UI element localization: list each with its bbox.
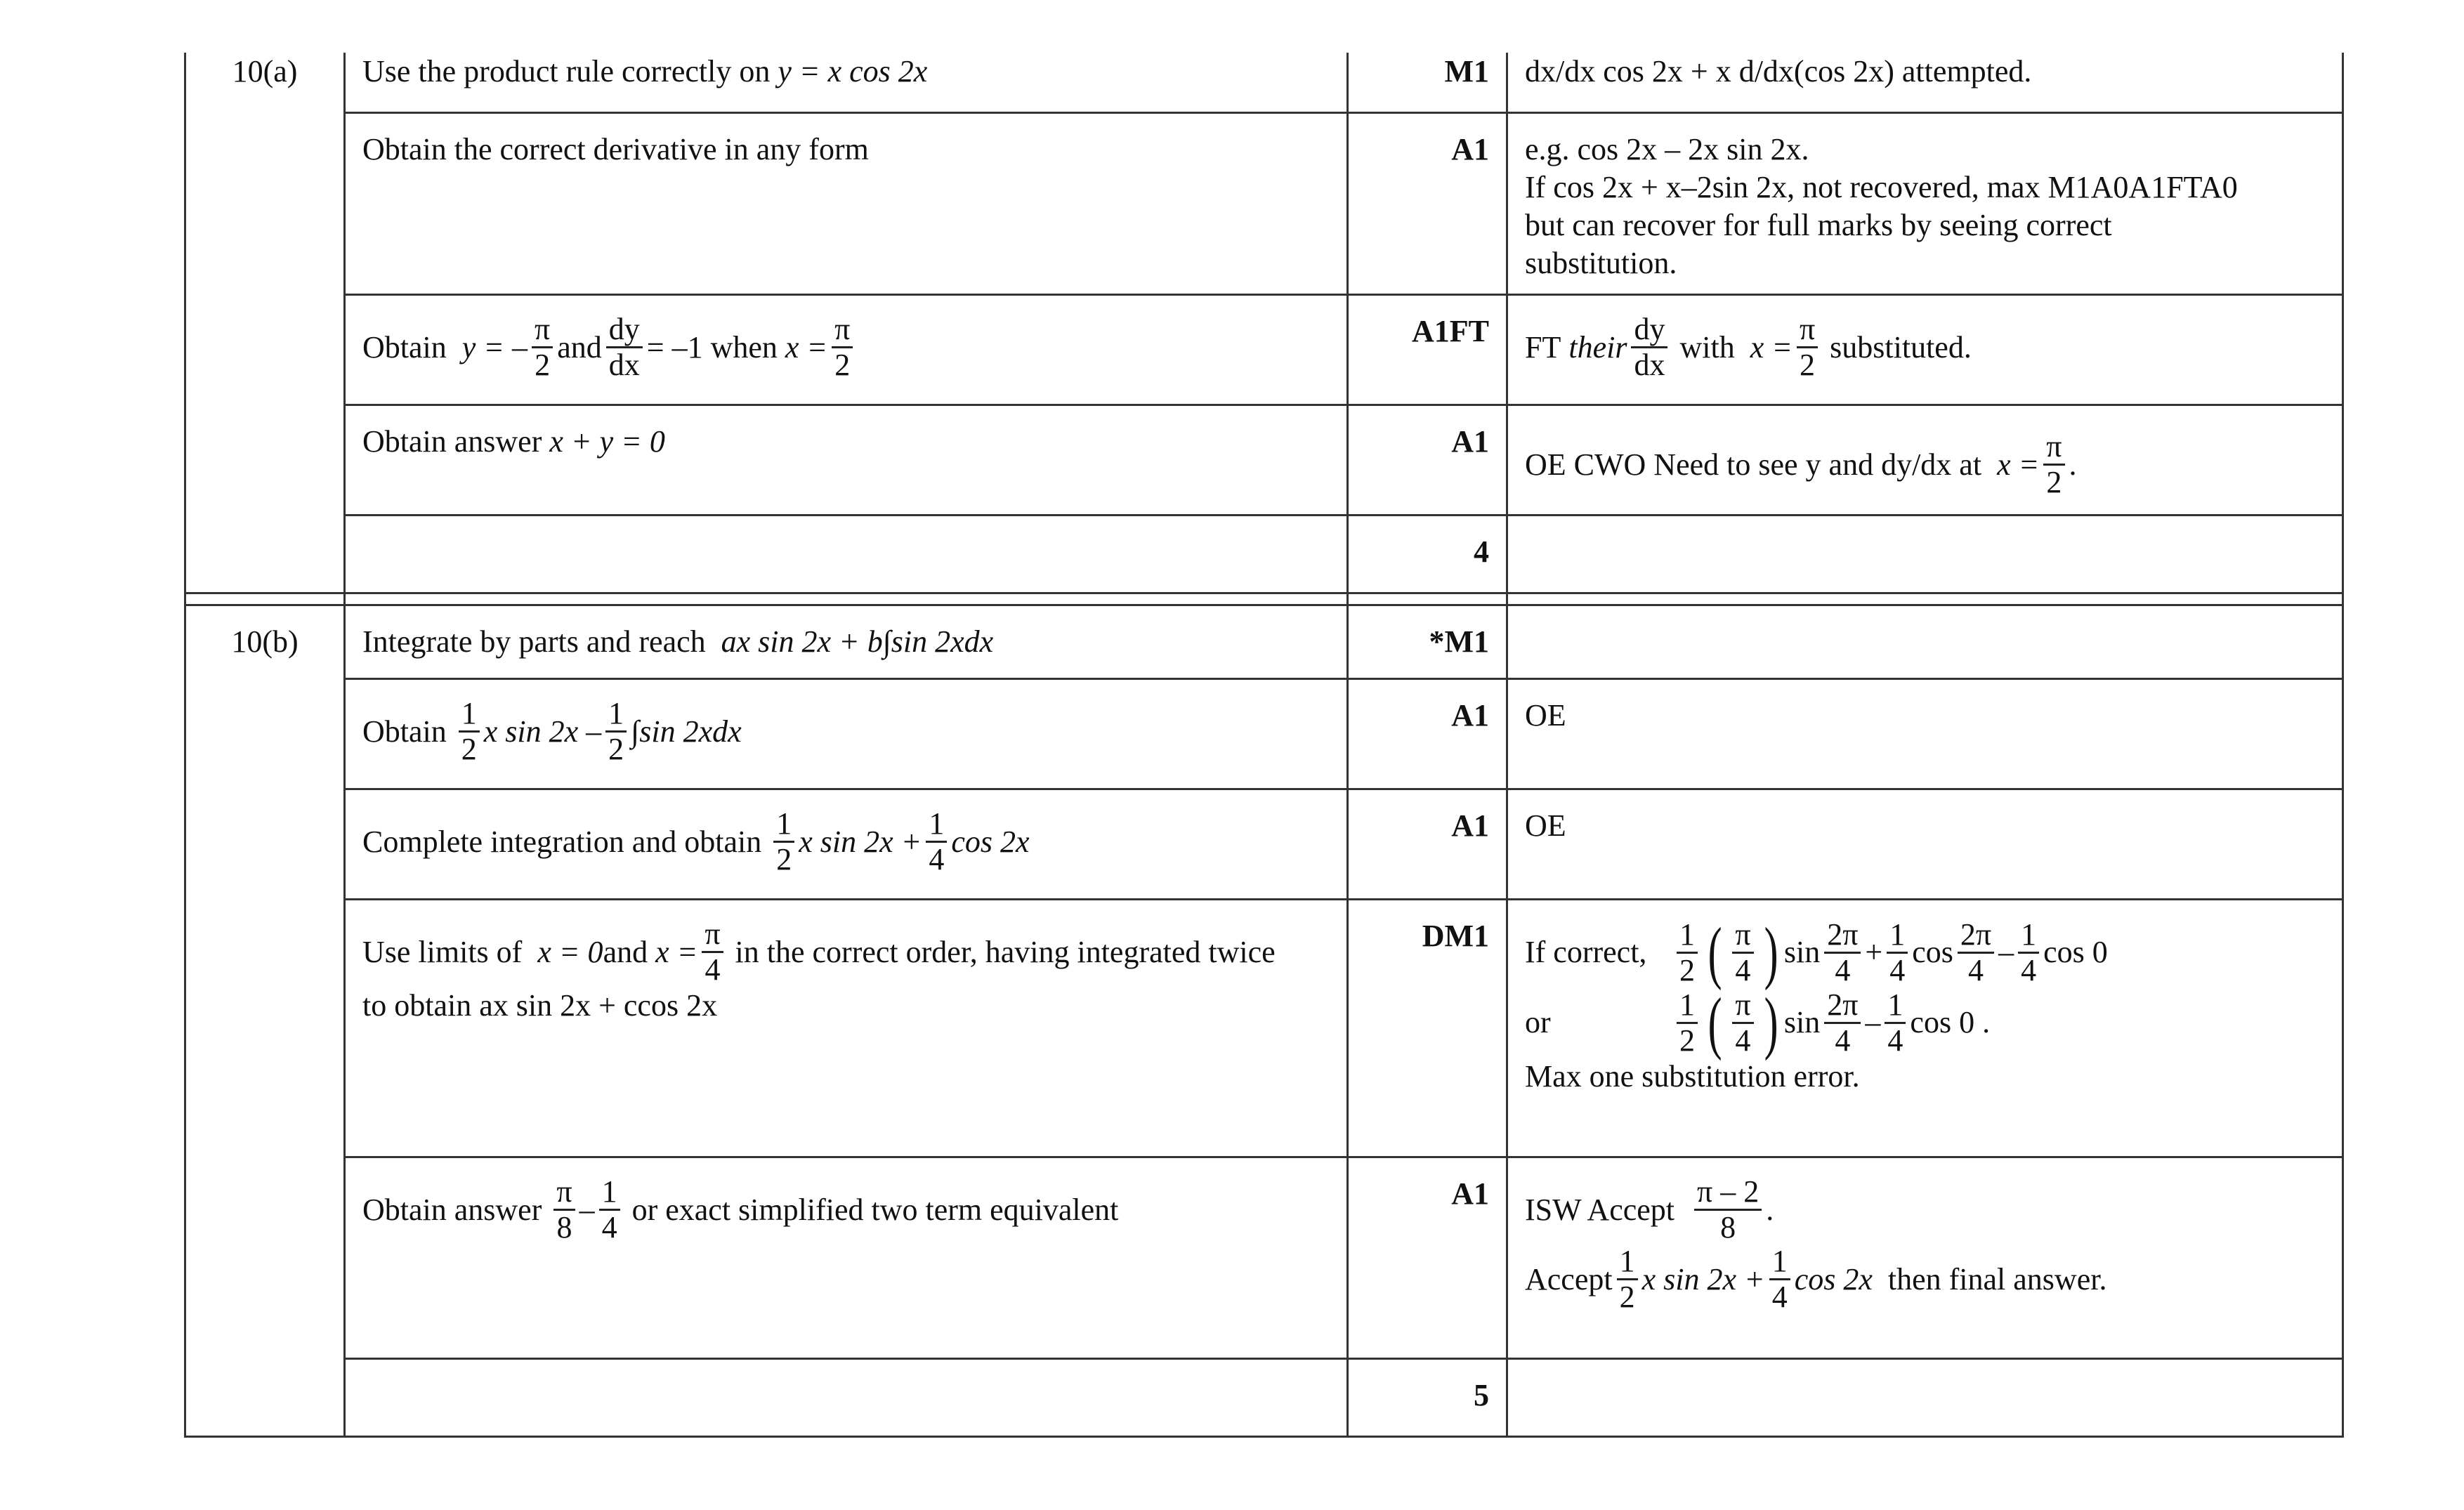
word: and (557, 329, 602, 365)
mark-cell: A1 (1348, 1157, 1507, 1359)
fraction (606, 313, 643, 382)
math-expression: OE CWO Need to see y and dy/dx at x = $\frac{\pi}{2}$ . (1525, 429, 2077, 499)
numerator: 2π (1824, 988, 1861, 1024)
numerator: π – 2 (1694, 1175, 1762, 1211)
denominator: 2 (461, 732, 477, 766)
numerator: π (702, 917, 723, 953)
expr: ∫sin 2xdx (631, 714, 742, 749)
guidance-cell (1507, 605, 2343, 679)
denominator: 4 (1835, 952, 1851, 987)
numerator: 2π (1958, 918, 1994, 954)
table-row (185, 53, 2343, 113)
fraction (1617, 1245, 1638, 1314)
answer-cell (345, 295, 1348, 405)
expr: x = (655, 934, 698, 969)
table-row (185, 405, 2343, 516)
expr: cos 2x (951, 824, 1030, 859)
math-expression (1525, 913, 2325, 991)
numerator: 1 (1887, 918, 1908, 954)
denominator: 2 (1800, 348, 1816, 382)
word: Use limits of (362, 934, 523, 969)
answer-cell (345, 405, 1348, 516)
guidance-cell (1507, 516, 2343, 593)
math-expression (362, 313, 1330, 382)
word: sin (1783, 935, 1821, 969)
answer-cell (345, 605, 1348, 679)
numerator: 2π (1824, 918, 1861, 954)
fraction (1732, 988, 1753, 1058)
guidance-line: If cos 2x + x–2sin 2x, not recovered, max M1A0A1FTA0 (1525, 170, 2238, 204)
mark-scheme-table (184, 53, 2344, 1438)
denominator: 8 (1720, 1210, 1736, 1245)
word: or (1525, 1005, 1551, 1039)
numerator: 1 (1769, 1245, 1790, 1280)
guidance-cell (1507, 1359, 2343, 1437)
fraction (1677, 988, 1698, 1058)
answer-text: Use the product rule correctly on (362, 54, 778, 88)
word: Obtain answer (362, 1192, 542, 1227)
word: FT (1525, 329, 1561, 365)
answer-cell (345, 1359, 1348, 1437)
denominator: 4 (1889, 952, 1906, 987)
answer-text: Obtain answer (362, 424, 550, 459)
mark-cell: A1 (1348, 113, 1507, 295)
word: Complete integration and obtain (362, 824, 762, 859)
guidance-cell (1507, 1157, 2343, 1359)
numerator: 1 (1677, 988, 1698, 1024)
word: – (1998, 935, 2014, 969)
math-expression (362, 1175, 1330, 1245)
expr: x sin 2x + (1641, 1261, 1765, 1296)
table-row (185, 900, 2343, 1157)
word: Obtain (362, 329, 447, 365)
guidance-text: Max one substitution error. (1525, 1059, 1860, 1094)
total-marks: 5 (1348, 1359, 1507, 1437)
table-row (185, 113, 2343, 295)
fraction (1885, 988, 1906, 1058)
denominator: 2 (834, 348, 851, 382)
section-divider (185, 593, 2343, 605)
paren: ( (1708, 913, 1722, 991)
numerator: 1 (605, 697, 627, 733)
denominator: 4 (1735, 952, 1751, 987)
fraction (553, 1175, 575, 1245)
fraction (1797, 313, 1818, 382)
total-row (185, 516, 2343, 593)
expr: cos 2x (1794, 1261, 1873, 1296)
answer-expression: x + y = 0 (549, 424, 665, 459)
word: – (579, 1192, 595, 1227)
fraction (1694, 1175, 1762, 1245)
math-expression (1525, 1175, 2325, 1245)
fraction (926, 807, 947, 877)
denominator: 2 (776, 842, 792, 877)
expr: x = (785, 329, 828, 365)
word: cos (1912, 935, 1953, 969)
table-row (185, 295, 2343, 405)
fraction (1732, 918, 1753, 987)
math-expression (1525, 1245, 2325, 1314)
denominator: 2 (1619, 1280, 1635, 1314)
answer-cell: Obtain the correct derivative in any form (345, 113, 1348, 295)
denominator: 4 (1771, 1280, 1788, 1314)
table-row (185, 679, 2343, 789)
fraction (1824, 988, 1861, 1058)
numerator: π (553, 1175, 575, 1211)
denominator: 4 (1968, 952, 1984, 987)
fraction (773, 807, 794, 877)
word: ISW Accept (1525, 1192, 1675, 1227)
word: substituted. (1830, 329, 1972, 365)
fraction (702, 917, 723, 987)
denominator: 4 (929, 842, 945, 877)
fraction (1631, 313, 1667, 382)
numerator: π (1732, 918, 1753, 954)
word: sin (1783, 1005, 1821, 1039)
numerator: π (532, 313, 553, 348)
guidance-text: OE CWO Need to see y and dy/dx at (1525, 447, 1982, 482)
word: + (1865, 935, 1883, 969)
word: Accept (1525, 1261, 1613, 1296)
math-expression (362, 917, 1330, 987)
fraction (1769, 1245, 1790, 1314)
math-expression (1525, 313, 2325, 382)
numerator: 1 (773, 807, 794, 843)
fraction (1677, 918, 1698, 987)
expr: x = (1997, 447, 2040, 482)
guidance-line: e.g. cos 2x – 2x sin 2x. (1525, 132, 1809, 166)
denominator: 4 (2021, 952, 2037, 987)
denominator: dx (608, 348, 640, 382)
question-number-cell (185, 53, 345, 593)
answer-cell (345, 900, 1348, 1157)
numerator: 1 (926, 807, 947, 843)
guidance-cell: OE (1507, 679, 2343, 789)
denominator: dx (1634, 348, 1665, 382)
word: . (1766, 1192, 1774, 1227)
word: If correct, (1525, 935, 1647, 969)
numerator: 1 (2018, 918, 2039, 954)
numerator: π (1797, 313, 1818, 348)
expr: x sin 2x – (483, 714, 602, 749)
math-expression (1525, 983, 2325, 1061)
table-row (185, 605, 2343, 679)
answer-expression: y = x cos 2x (778, 54, 928, 88)
fraction (459, 697, 480, 766)
numerator: dy (606, 313, 643, 348)
numerator: 1 (1885, 988, 1906, 1024)
denominator: 4 (1735, 1023, 1751, 1058)
expr: x = (1750, 329, 1793, 365)
denominator: 2 (1679, 1023, 1695, 1058)
guidance-cell: dx/dx cos 2x + x d/dx(cos 2x) attempted. (1507, 53, 2343, 113)
denominator: 2 (535, 348, 551, 382)
answer-cell (345, 1157, 1348, 1359)
fraction (2018, 918, 2039, 987)
word: in the correct order, having integrated twice (735, 934, 1276, 969)
answer-cell (345, 516, 1348, 593)
fraction (599, 1175, 620, 1245)
mark-cell: A1 (1348, 789, 1507, 900)
total-row (185, 1359, 2343, 1437)
denominator: 4 (601, 1210, 617, 1245)
denominator: 4 (705, 952, 721, 987)
numerator: 1 (1677, 918, 1698, 954)
question-number: 10(a) (232, 54, 298, 88)
word: and (603, 934, 648, 969)
guidance-cell (1507, 113, 2343, 295)
fraction (1958, 918, 1994, 987)
numerator: π (1732, 988, 1753, 1024)
fraction (532, 313, 553, 382)
denominator: 8 (556, 1210, 572, 1245)
mark-cell: M1 (1348, 53, 1507, 113)
guidance-cell (1507, 405, 2343, 516)
expr: x sin 2x + (799, 824, 922, 859)
numerator: 1 (599, 1175, 620, 1211)
denominator: 2 (608, 732, 624, 766)
fraction (2043, 430, 2064, 499)
word: with (1679, 329, 1735, 365)
guidance-line: substitution. (1525, 246, 1677, 280)
guidance-cell (1507, 900, 2343, 1157)
numerator: 1 (1617, 1245, 1638, 1280)
denominator: 2 (1679, 952, 1695, 987)
math-expression (362, 697, 1330, 766)
table-row (185, 789, 2343, 900)
math-expression (362, 807, 1330, 877)
word: or exact simplified two term equivalent (631, 1192, 1119, 1227)
answer-cell (345, 679, 1348, 789)
guidance-cell: OE (1507, 789, 2343, 900)
answer-cell (345, 53, 1348, 113)
fraction (605, 697, 627, 766)
question-number: 10(b) (231, 624, 299, 659)
word: – (1865, 1005, 1881, 1039)
table-row (185, 1157, 2343, 1359)
denominator: 4 (1887, 1023, 1903, 1058)
word: their (1568, 329, 1627, 365)
answer-text: Integrate by parts and reach (362, 624, 706, 659)
answer-expression: ax sin 2x + b∫sin 2xdx (721, 624, 994, 659)
word: Obtain (362, 714, 447, 749)
total-marks: 4 (1348, 516, 1507, 593)
mark-cell: DM1 (1348, 900, 1507, 1157)
denominator: 4 (1835, 1023, 1851, 1058)
math-expression (362, 623, 1330, 661)
mark-cell: A1 (1348, 679, 1507, 789)
question-number-cell (185, 605, 345, 1437)
fraction (832, 313, 853, 382)
expr: y = – (461, 329, 527, 365)
answer-cell (345, 789, 1348, 900)
answer-text: to obtain ax sin 2x + ccos 2x (362, 988, 718, 1023)
paren: ) (1764, 983, 1778, 1061)
word: cos 0 (2043, 935, 2108, 969)
denominator: 2 (2046, 465, 2062, 499)
numerator: π (832, 313, 853, 348)
numerator: dy (1631, 313, 1667, 348)
paren: ) (1764, 913, 1778, 991)
paren: ( (1708, 983, 1722, 1061)
numerator: 1 (459, 697, 480, 733)
numerator: π (2043, 430, 2064, 466)
guidance-line: but can recover for full marks by seeing correct (1525, 208, 2112, 242)
word: cos 0 . (1910, 1005, 1991, 1039)
fraction (1824, 918, 1861, 987)
word: then final answer. (1887, 1261, 2107, 1296)
mark-cell: A1 (1348, 405, 1507, 516)
mark-cell: A1FT (1348, 295, 1507, 405)
guidance-cell (1507, 295, 2343, 405)
expr: x = 0 (537, 934, 603, 969)
mark-cell: *M1 (1348, 605, 1507, 679)
expr: = –1 when (646, 329, 778, 365)
fraction (1887, 918, 1908, 987)
